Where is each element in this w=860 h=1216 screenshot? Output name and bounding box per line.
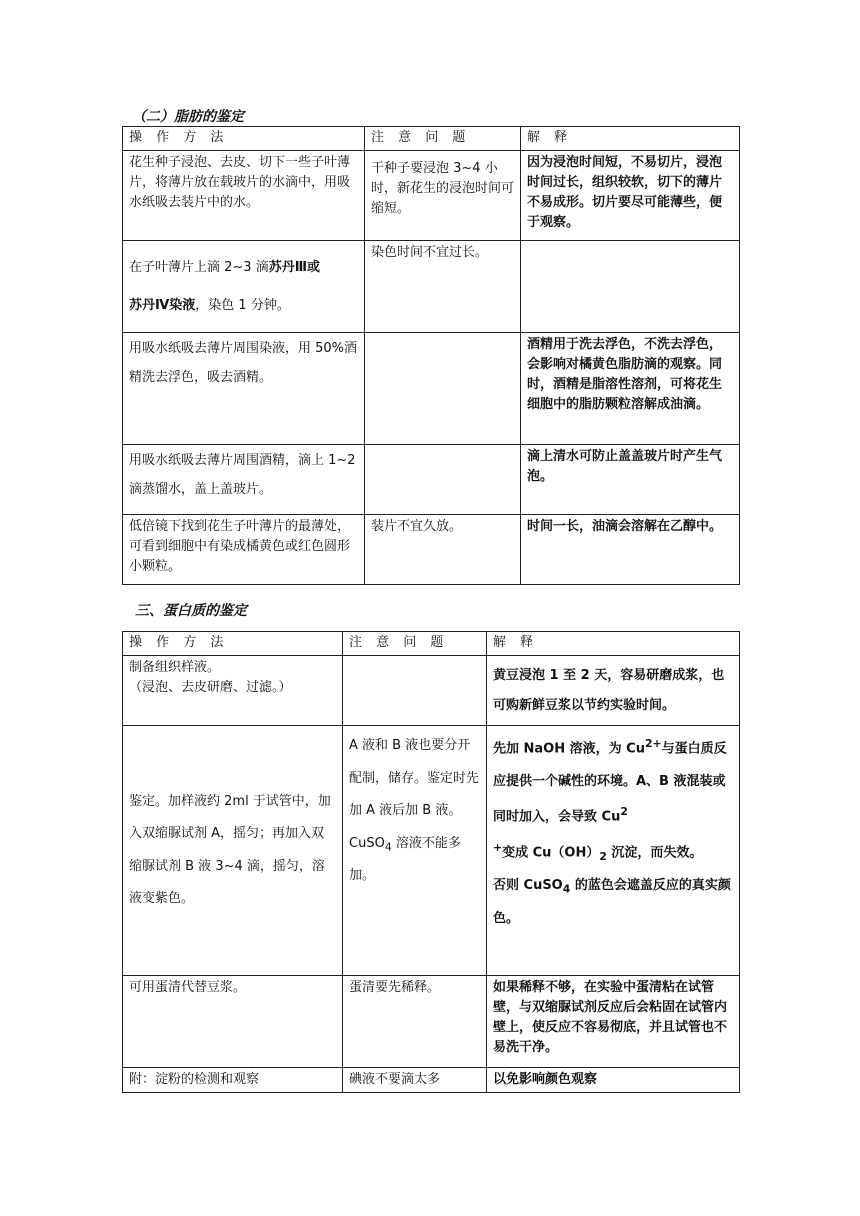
header-explain: 解 释 (521, 127, 740, 151)
explain-cell (521, 241, 740, 333)
table-row (123, 656, 740, 726)
fat-section-title: （二）脂肪的鉴定 (132, 109, 244, 125)
method-line: （浸泡、去皮研磨、过滤。） (129, 680, 292, 696)
note-cell: 干种子要浸泡 3~4 小时，新花生的浸泡时间可缩短。 (365, 151, 521, 241)
note-cell: 装片不宜久放。 (365, 515, 521, 585)
method-cell (123, 241, 365, 333)
explain-text: 的蓝色会遮盖反应的真实颜色。 (493, 878, 731, 926)
method-cell: 花生种子浸泡、去皮、切下一些子叶薄片，将薄片放在载玻片的水滴中，用吸水纸吸去装片中的水。 (123, 151, 365, 241)
explain-text: 变成 Cu（OH） (502, 845, 600, 861)
explain-cell: 如果稀释不够，在实验中蛋清粘在试管壁，与双缩脲试剂反应后会粘固在试管内壁上，使反应不容易彻底，并且试管也不易洗干净。 (487, 976, 740, 1068)
table-row (123, 333, 740, 445)
method-text: ，染色 1 分钟。 (195, 297, 290, 313)
method-cell: 低倍镜下找到花生子叶薄片的最薄处，可看到细胞中有染成橘黄色或红色圆形小颗粒。 (123, 515, 365, 585)
subscript: 4 (562, 882, 571, 896)
stain-name: 苏丹Ⅳ染液 (129, 297, 196, 313)
note-cell (343, 726, 487, 976)
note-text: CuSO (349, 835, 385, 851)
explain-cell: 以免影响颜色观察 (487, 1068, 740, 1093)
table-header-row (123, 632, 740, 656)
method-cell: 可用蛋清代替豆浆。 (123, 976, 343, 1068)
note-cell: 碘液不要滴太多 (343, 1068, 487, 1093)
method-text: 在子叶薄片上滴 2~3 滴 (129, 260, 269, 275)
table-row (123, 151, 740, 241)
subscript: 4 (384, 840, 392, 854)
explain-line (493, 730, 733, 870)
subscript: 2 (599, 850, 607, 864)
table-row (123, 241, 740, 333)
method-line: 制备组织样液。 (129, 660, 221, 675)
header-method: 操 作 方 法 (123, 632, 343, 656)
method-cell: 附：淀粉的检测和观察 (123, 1068, 343, 1093)
protein-section-title: 三、蛋白质的鉴定 (135, 603, 247, 619)
note-cell: 蛋清要先稀释。 (343, 976, 487, 1068)
table-row (123, 445, 740, 515)
explain-cell: 时间一长，油滴会溶解在乙醇中。 (521, 515, 740, 585)
superscript: 2+ (493, 805, 628, 855)
header-note: 注 意 问 题 (343, 632, 487, 656)
note-cell (343, 656, 487, 726)
explain-text: 沉淀，而失效。 (606, 845, 703, 861)
note-cell: 染色时间不宜过长。 (365, 241, 521, 333)
method-cell: 用吸水纸吸去薄片周围染液，用 50%酒精洗去浮色，吸去酒精。 (123, 333, 365, 445)
header-method: 操 作 方 法 (123, 127, 365, 151)
explain-cell: 因为浸泡时间短，不易切片，浸泡时间过长，组织较软，切下的薄片不易成形。切片要尽可能薄些，便于观察。 (521, 151, 740, 241)
explain-cell: 滴上清水可防止盖盖玻片时产生气泡。 (521, 445, 740, 515)
protein-identification-table (122, 631, 740, 1093)
explain-cell: 酒精用于洗去浮色，不洗去浮色，会影响对橘黄色脂肪滴的观察。同时，酒精是脂溶性溶剂，可将花生细胞中的脂肪颗粒溶解成油滴。 (521, 333, 740, 445)
method-cell: 鉴定。加样液约 2ml 于试管中，加入双缩脲试剂 A，摇匀；再加入双缩脲试剂 B 液 3~4 滴，摇匀，溶液变紫色。 (123, 726, 343, 976)
explain-cell: 黄豆浸泡 1 至 2 天，容易研磨成浆，也可购新鲜豆浆以节约实验时间。 (487, 656, 740, 726)
note-line: A 液和 B 液也要分开配制，储存。鉴定时先加 A 液后加 B 液。 (349, 738, 480, 818)
header-explain: 解 释 (487, 632, 740, 656)
note-text: 溶液不能多加。 (349, 835, 461, 884)
table-row (123, 976, 740, 1068)
header-note: 注 意 问 题 (365, 127, 521, 151)
explain-line (493, 870, 733, 935)
explain-text: 与蛋白质反应提供一个碱性的环境。A、B 液混装或同时加入，会导致 Cu (493, 741, 727, 825)
note-cell (365, 445, 521, 515)
note-cell (365, 333, 521, 445)
explain-cell (487, 726, 740, 976)
explain-text: 否则 CuSO (493, 878, 563, 894)
table-row (123, 1068, 740, 1093)
fat-identification-table (122, 126, 740, 585)
note-line (349, 828, 480, 893)
method-cell (123, 656, 343, 726)
table-row (123, 515, 740, 585)
table-row (123, 726, 740, 976)
table-header-row (123, 127, 740, 151)
superscript: 2+ (644, 737, 662, 750)
explain-text: 先加 NaOH 溶液，为 Cu (493, 741, 645, 757)
stain-name: 苏丹Ⅲ或 (268, 260, 320, 275)
method-cell: 用吸水纸吸去薄片周围酒精，滴上 1~2 滴蒸馏水，盖上盖玻片。 (123, 445, 365, 515)
